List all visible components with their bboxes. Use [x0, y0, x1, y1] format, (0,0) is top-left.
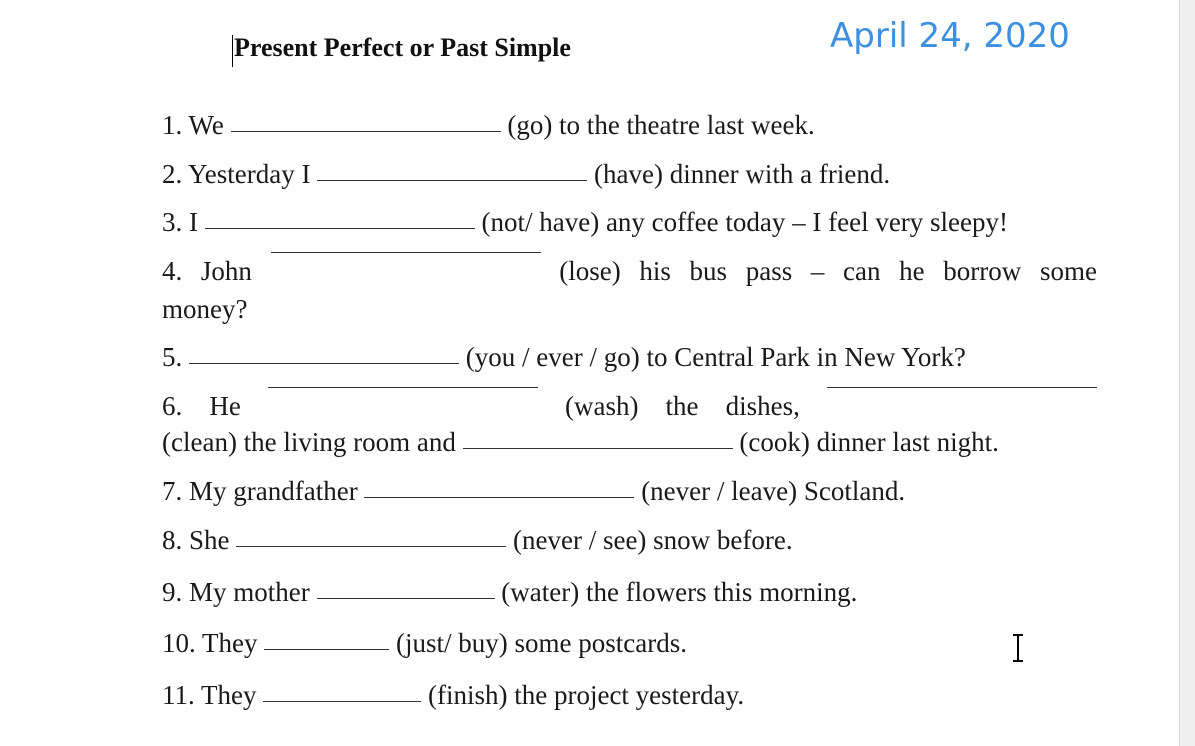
exercise-5-suffix: (you / ever / go) to Central Park in New York?	[465, 342, 966, 372]
exercise-9-prefix: 9. My mother	[162, 577, 310, 607]
answer-blank-11[interactable]	[263, 700, 421, 702]
exercise-8[interactable]	[162, 522, 793, 558]
exercise-7[interactable]	[162, 473, 905, 509]
exercise-4-number: 4.	[162, 256, 183, 286]
exercise-6-word: dishes,	[725, 391, 800, 421]
exercise-4-continuation: money?	[162, 294, 248, 324]
exercise-8-suffix: (never / see) snow before.	[513, 525, 793, 555]
exercise-6-word: (wash)	[564, 391, 639, 421]
exercise-2[interactable]	[162, 156, 890, 192]
exercise-5[interactable]	[162, 339, 966, 375]
answer-blank-10[interactable]	[264, 648, 389, 650]
answer-blank-6c[interactable]	[463, 447, 733, 449]
exercise-4-line-1[interactable]	[162, 253, 1097, 289]
exercise-4-word: John	[200, 256, 252, 286]
answer-blank-8[interactable]	[236, 545, 506, 547]
date-label[interactable]: April 24, 2020	[830, 16, 1070, 56]
exercise-4-word: his	[639, 256, 671, 286]
ibeam-cursor-icon	[1010, 634, 1026, 662]
exercise-6-word: He	[209, 391, 241, 421]
answer-blank-2[interactable]	[317, 179, 587, 181]
exercise-4-word: some	[1039, 256, 1097, 286]
text-caret	[232, 35, 233, 67]
document-gutter	[1179, 0, 1195, 746]
exercise-11-prefix: 11. They	[162, 680, 257, 710]
exercise-3[interactable]	[162, 204, 1008, 240]
exercise-6-word: the	[665, 391, 699, 421]
exercise-4-word: pass	[745, 256, 793, 286]
exercise-7-prefix: 7. My grandfather	[162, 476, 358, 506]
answer-blank-1[interactable]	[231, 130, 501, 132]
exercise-8-prefix: 8. She	[162, 525, 230, 555]
exercise-9[interactable]	[162, 574, 857, 610]
answer-blank-7[interactable]	[364, 496, 634, 498]
exercise-10-suffix: (just/ buy) some postcards.	[396, 628, 687, 658]
exercise-2-suffix: (have) dinner with a friend.	[594, 159, 891, 189]
answer-blank-4[interactable]	[271, 251, 541, 253]
answer-blank-6a[interactable]	[268, 386, 538, 388]
exercise-9-suffix: (water) the flowers this morning.	[501, 577, 858, 607]
exercise-6-number: 6.	[162, 391, 183, 421]
exercise-1-prefix: 1. We	[162, 110, 224, 140]
exercise-6-line-1[interactable]	[162, 388, 1097, 424]
exercise-4-word: –	[810, 256, 825, 286]
exercise-6-line-2[interactable]	[162, 424, 999, 460]
answer-blank-6b[interactable]	[827, 386, 1097, 388]
exercise-4-word: he	[899, 256, 925, 286]
exercise-6-prefix: (clean) the living room and	[162, 427, 456, 457]
exercise-11[interactable]	[162, 677, 744, 713]
answer-blank-5[interactable]	[189, 362, 459, 364]
exercise-1-suffix: (go) to the theatre last week.	[507, 110, 815, 140]
worksheet-title[interactable]: Present Perfect or Past Simple	[234, 33, 571, 62]
answer-blank-9[interactable]	[317, 597, 495, 599]
exercise-4-word: bus	[689, 256, 728, 286]
exercise-4-word: borrow	[943, 256, 1022, 286]
exercise-10-prefix: 10. They	[162, 628, 258, 658]
exercise-6-suffix: (cook) dinner last night.	[739, 427, 999, 457]
exercise-2-prefix: 2. Yesterday I	[162, 159, 311, 189]
exercise-10[interactable]	[162, 625, 687, 661]
exercise-4-word: (lose)	[559, 256, 621, 286]
exercise-5-prefix: 5.	[162, 342, 183, 372]
exercise-7-suffix: (never / leave) Scotland.	[641, 476, 906, 506]
exercise-3-suffix: (not/ have) any coffee today – I feel very sleepy!	[481, 207, 1009, 237]
exercise-3-prefix: 3. I	[162, 207, 198, 237]
exercise-1[interactable]	[162, 107, 815, 143]
exercise-11-suffix: (finish) the project yesterday.	[428, 680, 745, 710]
exercise-4-word: can	[843, 256, 881, 286]
exercise-4-line-2[interactable]	[162, 291, 247, 327]
answer-blank-3[interactable]	[205, 227, 475, 229]
